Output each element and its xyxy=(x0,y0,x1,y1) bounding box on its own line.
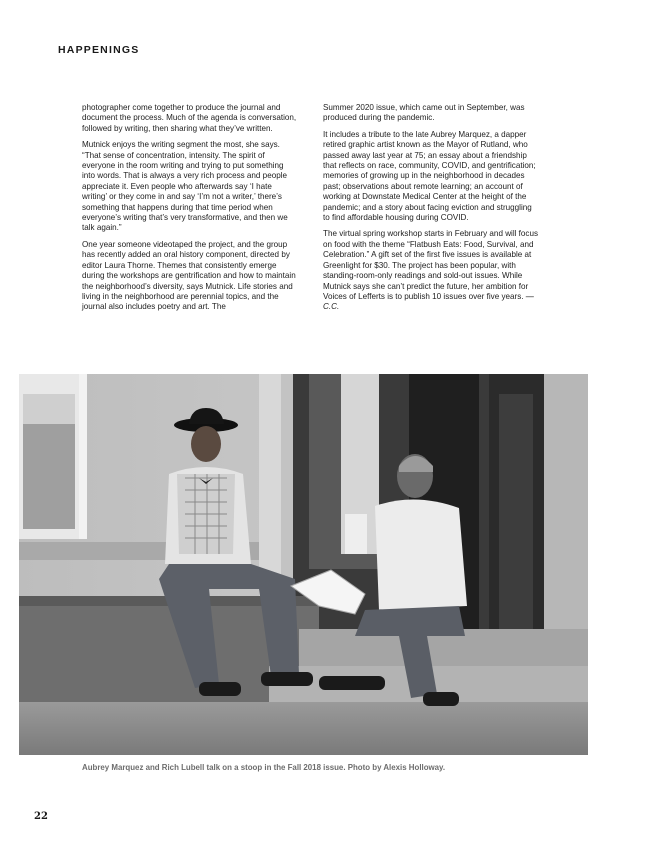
photo-caption: Aubrey Marquez and Rich Lubell talk on a stoop in the Fall 2018 issue. Photo by Alexis Holloway. xyxy=(82,763,446,772)
author-signature: —C.C. xyxy=(323,291,534,312)
page-number: 22 xyxy=(34,811,48,822)
paragraph: It includes a tribute to the late Aubrey Marquez, a dapper retired graphic artist known as the Mayor of Rutland, who passed away last year at 75; an essay about a friendship that reflects on race, community, COVID, and gentrification; memories of growing up in the neighborhood in decades past; observations about remote learning; an account of working at Downstate Medical Center at the height of the pandemic; and a story about facing eviction and struggling to find affordable housing during COVID. xyxy=(323,129,536,223)
final-paragraph xyxy=(323,229,539,312)
article-column-left xyxy=(82,103,298,319)
stoop-photo-illustration xyxy=(19,374,588,755)
section-header: HAPPENINGS xyxy=(58,44,140,56)
final-paragraph-text: The virtual spring workshop starts in February and will focus on food with the theme “Flatbush Eats: Food, Survival, and Celebration.” A gift set of the first five issues is available at Greenlight for $30. The project has been popular, with standing-room-only readings and sold-out issues. While Mutnick says she can’t predict the future, her ambition for Voices of Lefferts is to publish 10 issues over five years. xyxy=(323,229,539,301)
article-column-right xyxy=(323,103,539,319)
article-photo xyxy=(19,374,588,755)
paragraph: One year someone videotaped the project, and the group has recently added an oral history component, directed by editor Laura Thorne. Themes that consistently emerge during the workshops are gentrification and how to maintain the neighborhood’s diversity, says Mutnick. Life stories and living in the neighborhood are perennial topics, and the journal also includes poetry and art. The xyxy=(82,239,296,312)
paragraph: Mutnick enjoys the writing segment the most, she says. “That sense of concentration, intensity. The spirit of everyone in the room writing and trying to put something into words. That is always a very rich process and people appreciate it. Even people who afterwards say ‘I hate writing’ or they come in and say ‘I’m not a writer,’ there’s something that happens during that time period when everyone’s writing that’s very transformative, and then we talk again.” xyxy=(82,140,288,233)
paragraph: photographer come together to produce the journal and document the process. Much of the agenda is conversation, followed by writing, then sharing what they’ve written. xyxy=(82,103,297,133)
paragraph: Summer 2020 issue, which came out in September, was produced during the pandemic. xyxy=(323,103,525,123)
